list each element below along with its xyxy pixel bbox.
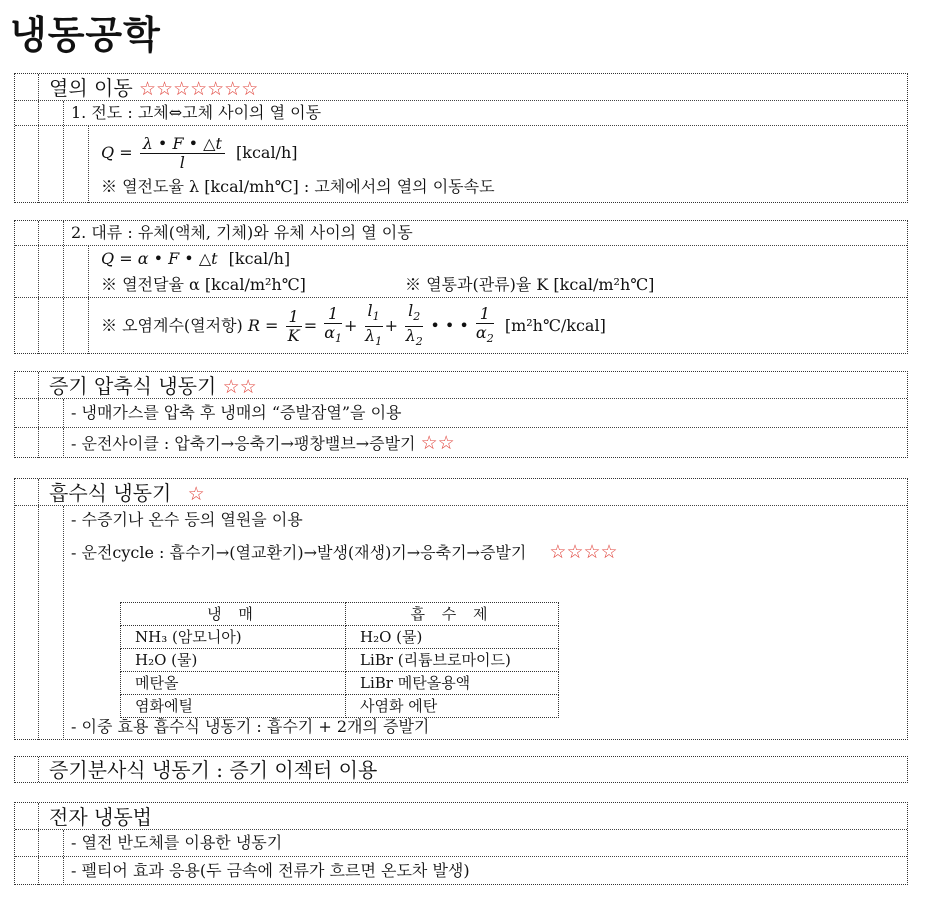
conductivity-note: ※ 열전도율 λ [kcal/mh℃] : 고체에서의 열의 이동속도 [101, 177, 495, 196]
convection-label: 2. 대류 : 유체(액체, 기체)와 유체 사이의 열 이동 [71, 223, 413, 242]
table-row [121, 672, 559, 695]
convection-formula: Q = α • F • △t [kcal/h] [101, 249, 291, 268]
convection-section [14, 220, 908, 354]
table-header-row [121, 603, 559, 626]
conduction-row [15, 101, 907, 126]
thermoelectric-heading: 전자 냉동법 [49, 805, 152, 829]
convection-formula-row [15, 246, 907, 298]
column-header: 냉 매 [121, 603, 346, 626]
heat-transfer-heading-row [15, 74, 907, 101]
double-effect-item: - 이중 효용 흡수식 냉동기 : 흡수기 + 2개의 증발기 [71, 717, 430, 736]
table-cell: 사염화 에탄 [346, 695, 559, 718]
absorption-cycle-item: - 운전cycle : 흡수기→(열교환기)→발생(재생)기→응축기→증발기 [71, 543, 527, 562]
convection-row [15, 221, 907, 246]
fouling-formula: ※ 오염계수(열저항) R = $\frac{1}{K}$ = $\frac{1}{\alpha_1}$ + $\frac{l_1}{\lambda_1}$ + $\frac{l_2}{\lambda_2}$ • • • $\frac{1}{\alpha_2}$ [m²h℃/kcal] [101, 301, 606, 349]
importance-stars: ☆☆ [222, 376, 257, 398]
absorption-heading: 흡수식 냉동기 [49, 481, 172, 505]
table-row [121, 695, 559, 718]
conduction-formula: Q = $\frac{\lambda • F • \triangle t}{l}$ [kcal/h] [101, 134, 298, 172]
heat-transfer-heading: 열의 이동 [49, 76, 133, 100]
importance-stars: ☆ [187, 483, 205, 505]
importance-stars: ☆☆☆☆☆☆☆ [139, 78, 259, 100]
thermoelectric-section [14, 802, 908, 885]
refrigerant-absorbent-table [120, 602, 559, 718]
page-title: 냉동공학 [10, 13, 161, 57]
absorption-section [14, 478, 908, 740]
importance-stars: ☆☆☆☆ [549, 541, 618, 563]
ejector-heading: 증기분사식 냉동기 : 증기 이젝터 이용 [49, 758, 378, 782]
importance-stars: ☆☆ [420, 432, 455, 454]
table-cell: H₂O (물) [346, 626, 559, 649]
table-cell: 염화에틸 [121, 695, 346, 718]
vapor-compression-heading: 증기 압축식 냉동기 [49, 374, 217, 398]
overall-coefficient-note: ※ 열통과(관류)율 K [kcal/m²h℃] [405, 275, 655, 294]
heat-transfer-coefficient-note: ※ 열전달율 α [kcal/m²h℃] [101, 275, 306, 294]
peltier-item: - 펠티어 효과 응용(두 금속에 전류가 흐르면 온도차 발생) [71, 861, 470, 880]
operating-cycle-item: - 운전사이클 : 압축기→응축기→팽창밸브→증발기 [71, 434, 416, 453]
table-row [121, 626, 559, 649]
vapor-compression-section [14, 371, 908, 458]
thermoelectric-item: - 열전 반도체를 이용한 냉동기 [71, 833, 283, 852]
absorption-item: - 수증기나 온수 등의 열원을 이용 [71, 510, 303, 529]
column-header: 흡 수 제 [346, 603, 559, 626]
table-cell: 메탄올 [121, 672, 346, 695]
table-row [121, 649, 559, 672]
vapor-compression-item: - 냉매가스를 압축 후 냉매의 “증발잠열”을 이용 [71, 403, 402, 422]
heat-transfer-section [14, 73, 908, 203]
ejector-section [14, 756, 908, 783]
table-cell: LiBr 메탄올용액 [346, 672, 559, 695]
table-cell: LiBr (리튬브로마이드) [346, 649, 559, 672]
fouling-row [15, 298, 907, 354]
conduction-formula-row [15, 126, 907, 203]
conduction-label: 1. 전도 : 고체⇔고체 사이의 열 이동 [71, 103, 322, 122]
table-cell: H₂O (물) [121, 649, 346, 672]
table-cell: NH₃ (암모니아) [121, 626, 346, 649]
